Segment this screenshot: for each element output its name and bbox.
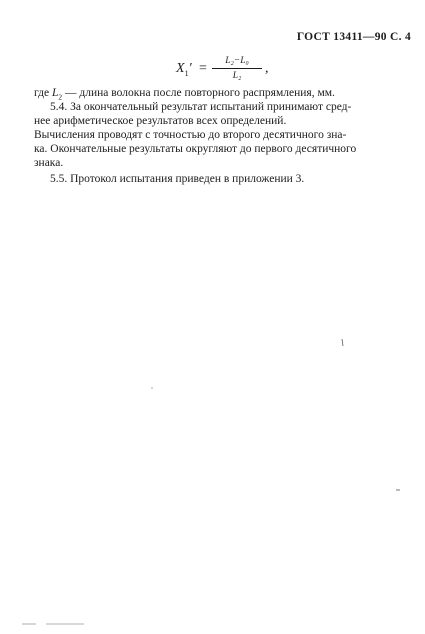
text-line-7: 5.5. Протокол испытания приведен в приложении 3. [50, 173, 305, 185]
text-line-2: 5.4. За окончательный результат испытаний принимают сред- [50, 101, 352, 113]
formula-equals: = [199, 61, 207, 76]
text-line-4: Вычисления проводят с точностью до второго десятичного зна- [34, 129, 347, 141]
text-line-3: нее арифметическое результатов всех определений. [34, 115, 287, 127]
page-header: ГОСТ 13411—90 С. 4 [296, 31, 411, 43]
text-line-1: где $L_2$ — длина волокна после повторного распрямления, мм. [34, 87, 335, 102]
formula-lhs: $X_1'$ [176, 61, 192, 78]
formula-denominator: L₂ [232, 71, 242, 81]
text-line-6: знака. [34, 157, 64, 169]
formula-comma: , [265, 61, 269, 76]
scan-speck [342, 339, 343, 346]
formula-numerator: L₂−L₀ [225, 56, 249, 66]
text-line-5: ка. Окончательные результаты округляют до первого десятичного [34, 143, 357, 155]
